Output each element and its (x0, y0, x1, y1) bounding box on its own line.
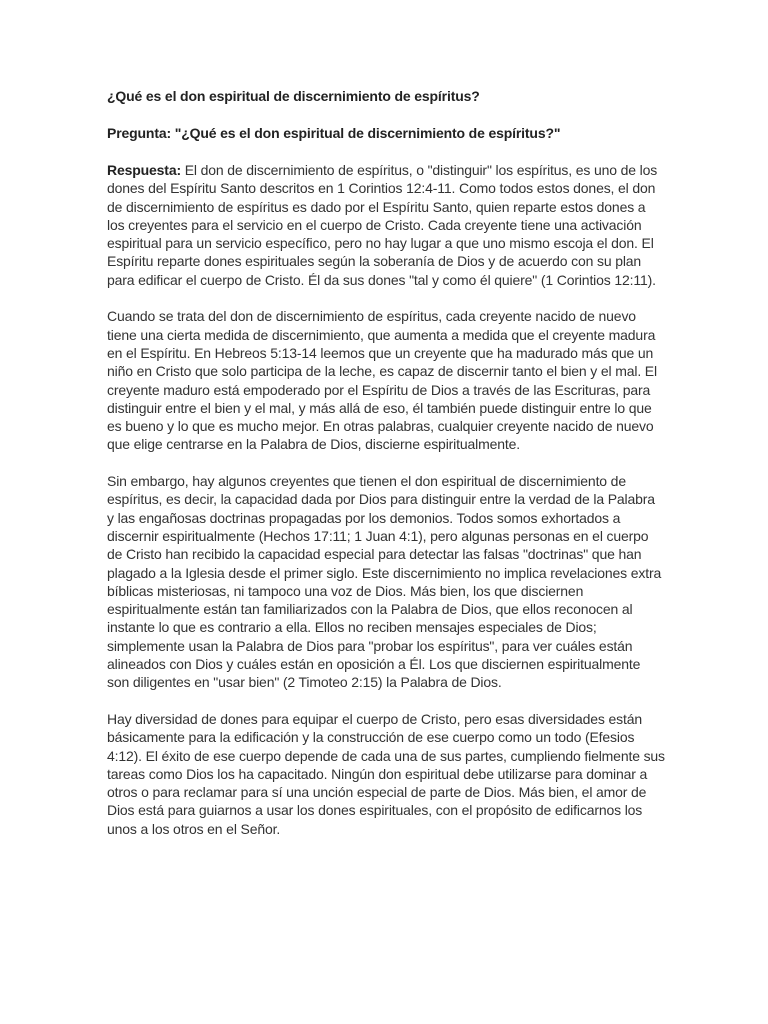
paragraph-3: Sin embargo, hay algunos creyentes que tienen el don espiritual de discernimiento de espíritus, es decir, la capacidad dada por Dios para distinguir entre la verdad de la Palabra y las engañosas doctrinas propagadas por los demonios. Todos somos exhortados a discernir espiritualmente (Hechos 17:11; 1 Juan 4:1), pero algunas personas en el cuerpo de Cristo han recibido la capacidad especial para detectar las falsas "doctrinas" que han plagado a la Iglesia desde el primer siglo. Este discernimiento no implica revelaciones extra bíblicas misteriosas, ni tampoco una voz de Dios. Más bien, los que disciernen espiritualmente están tan familiarizados con la Palabra de Dios, que ellos reconocen al instante lo que es contrario a ella. Ellos no reciben mensajes especiales de Dios; simplemente usan la Palabra de Dios para "probar los espíritus", para ver cuáles están alineados con Dios y cuáles están en oposición a Él. Los que disciernen espiritualmente son diligentes en "usar bien" (2 Timoteo 2:15) la Palabra de Dios. (107, 473, 662, 691)
answer-paragraph (107, 161, 665, 289)
question-heading: Pregunta: "¿Qué es el don espiritual de discernimiento de espíritus?" (107, 125, 561, 141)
paragraph-4: Hay diversidad de dones para equipar el cuerpo de Cristo, pero esas diversidades están básicamente para la edificación y la construcción de ese cuerpo como un todo (Efesios 4:12). El éxito de ese cuerpo depende de cada una de sus partes, cumpliendo fielmente sus tareas como Dios los ha capacitado. Ningún don espiritual debe utilizarse para dominar a otros o para reclamar para sí una unción especial de parte de Dios. Más bien, el amor de Dios está para guiarnos a usar los dones espirituales, con el propósito de edificarnos los unos a los otros en el Señor. (107, 710, 665, 837)
document-title: ¿Qué es el don espiritual de discernimiento de espíritus? (107, 88, 480, 104)
answer-text: El don de discernimiento de espíritus, o "distinguir" los espíritus, es uno de los dones del Espíritu Santo descritos en 1 Corintios 12:4-11. Como todos estos dones, el don de discernimiento de espíritus es dado por el Espíritu Santo, quien reparte estos dones a los creyentes para el servicio en el cuerpo de Cristo. Cada creyente tiene una activación espiritual para un servicio específico, pero no hay lugar a que uno mismo escoja el don. El Espíritu reparte dones espirituales según la soberanía de Dios y de acuerdo con su plan para edificar el cuerpo de Cristo. Él da sus dones "tal y como él quiere" (1 Corintios 12:11). (107, 162, 658, 288)
document-body (107, 86, 665, 856)
paragraph-2: Cuando se trata del don de discernimiento de espíritus, cada creyente nacido de nuevo tiene una cierta medida de discernimiento, que aumenta a medida que el creyente madura en el Espíritu. En Hebreos 5:13-14 leemos que un creyente que ha madurado más que un niño en Cristo que solo participa de la leche, es capaz de discernir tanto el bien y el mal. El creyente maduro está empoderado por el Espíritu de Dios a través de las Escrituras, para distinguir entre el bien y el mal, y más allá de eso, él también puede distinguir entre lo que es bueno y lo que es mucho mejor. En otras palabras, cualquier creyente nacido de nuevo que elige centrarse en la Palabra de Dios, discierne espiritualmente. (107, 308, 657, 453)
answer-label: Respuesta: (107, 162, 181, 178)
